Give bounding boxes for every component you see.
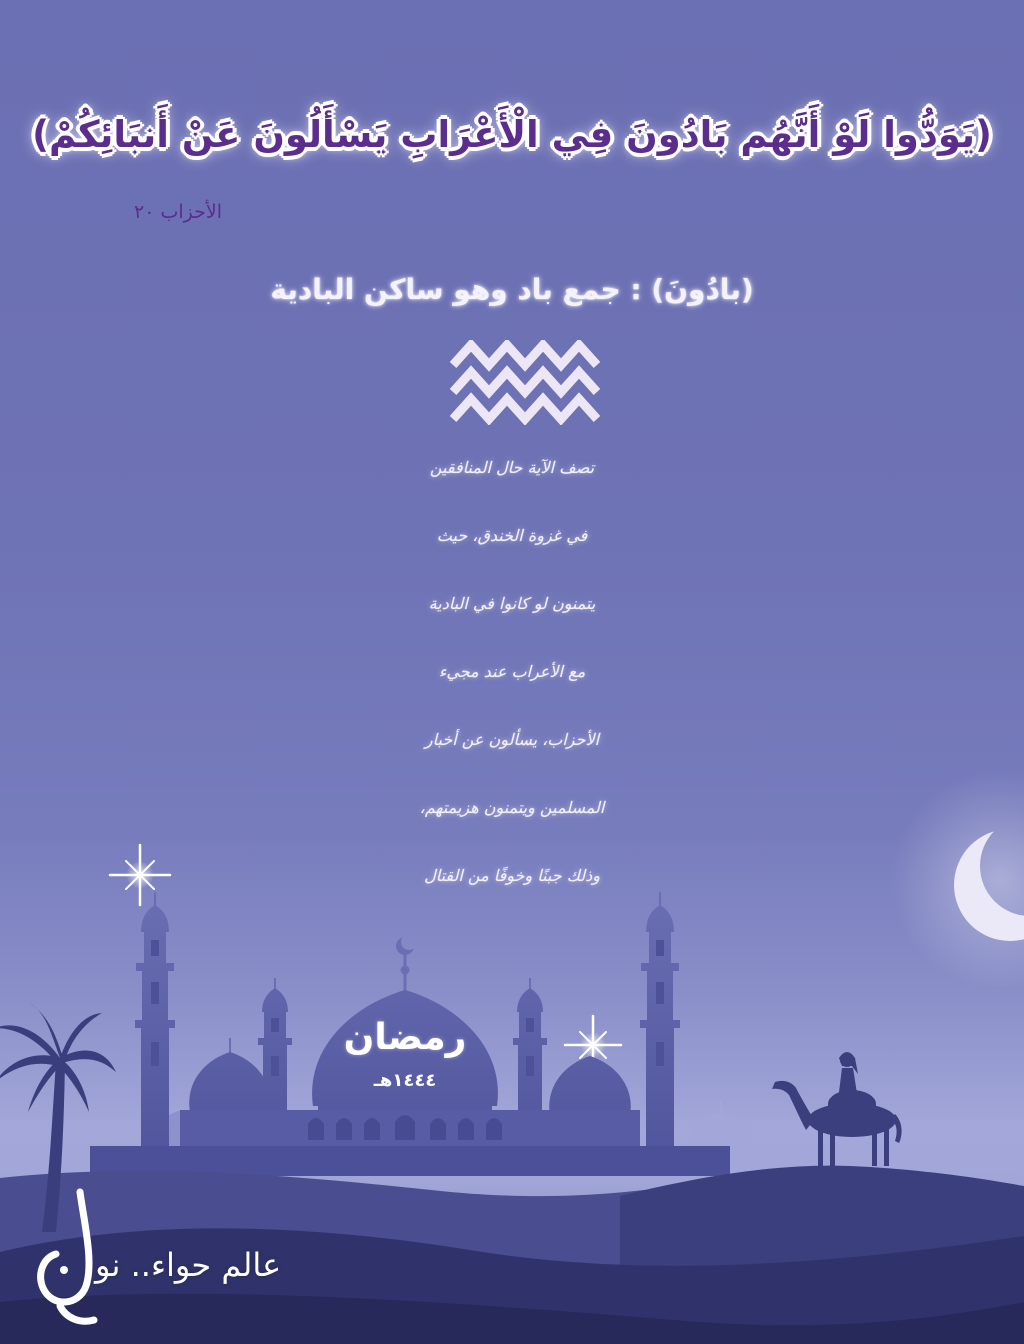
dome-crescent-finial bbox=[396, 937, 414, 955]
verse-container bbox=[0, 104, 1024, 166]
explanation-text bbox=[0, 434, 1024, 910]
verse-reference: الأحزاب ٢٠ bbox=[134, 201, 222, 223]
explanation-line: تصف الآية حال المنافقين bbox=[429, 458, 595, 477]
explanation-line: المسلمين ويتمنون هزيمتهم، bbox=[419, 798, 605, 817]
ramadan-year: ١٤٤٤هـ bbox=[373, 1070, 437, 1091]
mosque-wall bbox=[90, 1146, 730, 1176]
ramadan-logo bbox=[330, 1008, 480, 1094]
explanation-line: في غزوة الخندق، حيث bbox=[436, 526, 588, 545]
dome-small-right bbox=[549, 1056, 631, 1116]
explanation-line: وذلك جبنًا وخوفًا من القتال bbox=[424, 866, 600, 885]
word-definition: (بادُونَ) : جمع باد وهو ساكن البادية bbox=[270, 273, 754, 306]
explanation-line: يتمنون لو كانوا في البادية bbox=[428, 594, 596, 613]
definition-container bbox=[0, 266, 1024, 314]
minaret-right-tall bbox=[640, 892, 680, 1158]
camel-rider bbox=[772, 1052, 902, 1168]
verse-text: (يَوَدُّوا لَوْ أَنَّهُم بَادُونَ فِي الْأَعْرَابِ يَسْأَلُونَ عَنْ أَنبَائِكُمْ) bbox=[32, 113, 992, 156]
explanation-line: مع الأعراب عند مجيء bbox=[438, 662, 586, 681]
explanation-line: الأحزاب، يسألون عن أخبار bbox=[424, 730, 600, 749]
ramadan-word: رمضان bbox=[343, 1017, 467, 1058]
zigzag-divider-icon bbox=[450, 340, 600, 425]
camel-neck bbox=[772, 1081, 814, 1130]
rider-body bbox=[838, 1068, 858, 1100]
dome-small-left bbox=[189, 1038, 271, 1112]
brand-name: عالم حواء.. نو bbox=[95, 1246, 282, 1284]
minaret-left-tall bbox=[135, 892, 175, 1158]
